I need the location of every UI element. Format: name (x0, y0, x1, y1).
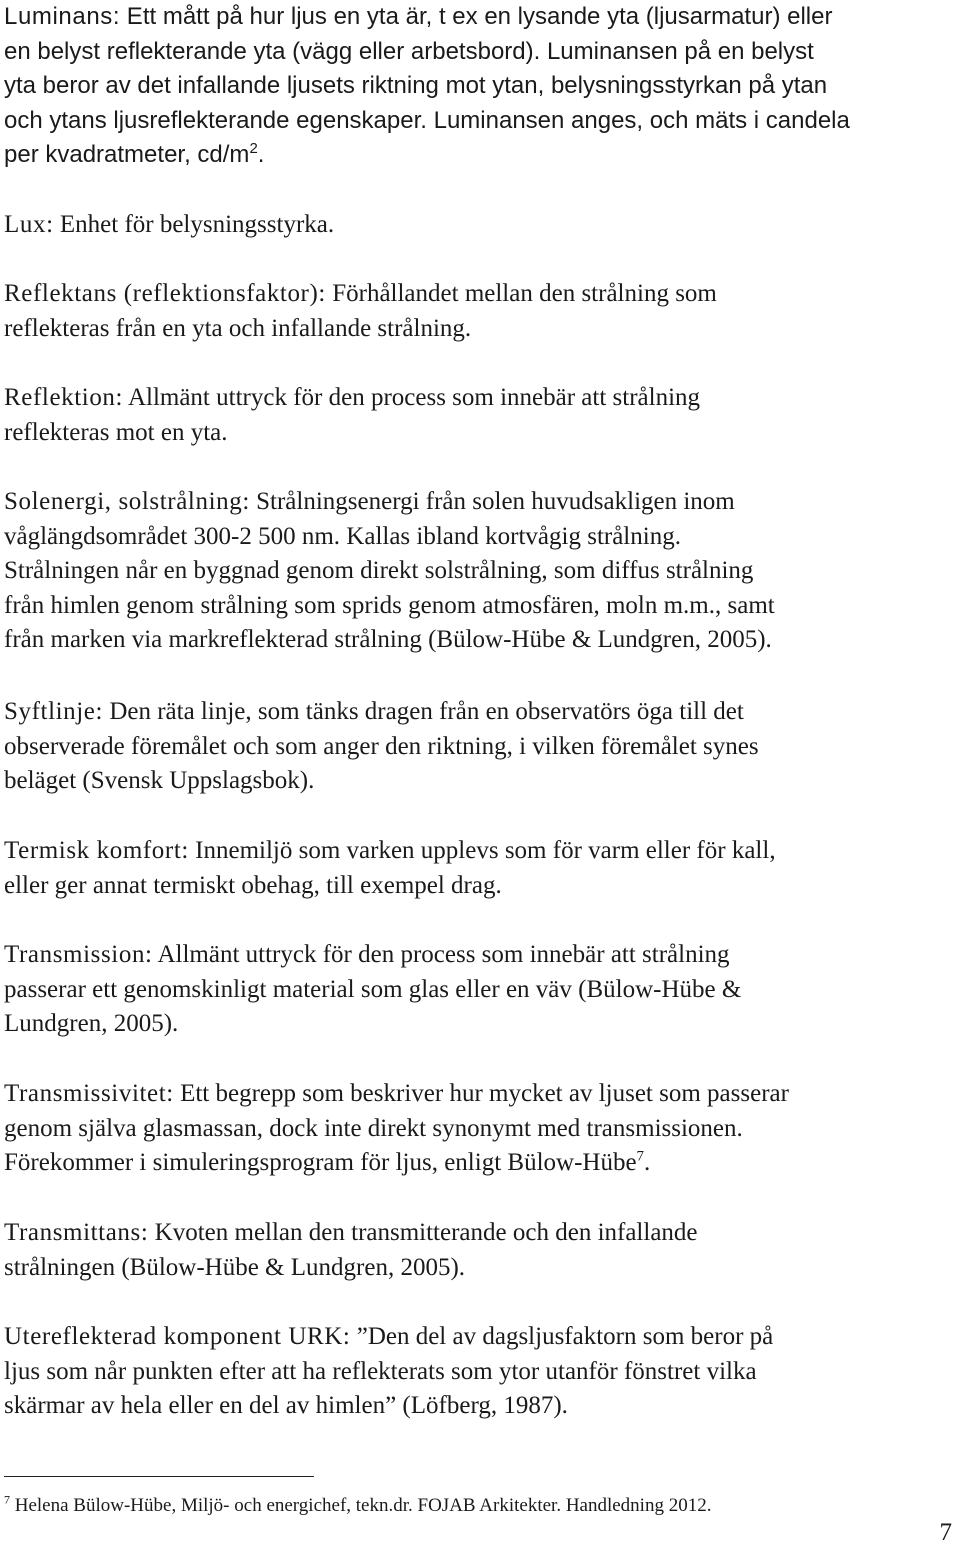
definition-text: från himlen genom strålning som sprids genom atmosfären, moln m.m., samt (4, 591, 775, 619)
entry-solenergi (4, 485, 954, 658)
footnote-reference: 7 (636, 1148, 645, 1165)
definition-text: . (644, 1149, 651, 1176)
definition-text: Kvoten mellan den transmitterande och den infallande (148, 1219, 698, 1246)
footnote-marker: 7 (4, 1492, 10, 1507)
definition-text: Förhållandet mellan den strålning som (325, 280, 717, 307)
term-lux: Lux: (4, 211, 54, 238)
definition-text: genom själva glasmassan, dock inte direkt synonymt med transmissionen. (4, 1114, 743, 1142)
entry-syftlinje (4, 695, 954, 799)
definition-text: från marken via markreflekterad strålning (Bülow-Hübe & Lundgren, 2005). (4, 626, 772, 653)
definition-text: skärmar av hela eller en del av himlen” (Löfberg, 1987). (4, 1392, 568, 1419)
entry-reflektion (4, 381, 954, 450)
footnote-text: Helena Bülow-Hübe, Miljö- och energichef, tekn.dr. FOJAB Arkitekter. Handledning 2012. (10, 1495, 712, 1516)
definition-text: våglängdsområdet 300-2 500 nm. Kallas ibland kortvågig strålning. (4, 522, 681, 550)
term-transmittans: Transmittans: (4, 1219, 149, 1246)
entry-transmittans (4, 1216, 954, 1285)
definition-text: observerade föremålet och som anger den riktning, i vilken föremålet synes (4, 732, 759, 760)
footnote-separator (4, 1476, 314, 1477)
footnote (4, 1494, 944, 1518)
definition-text: och ytans ljusreflekterande egenskaper. Luminansen anges, och mäts i candela (4, 106, 850, 134)
page-number: 7 (939, 1519, 952, 1546)
term-reflektion: Reflektion: (4, 384, 124, 411)
definition-text: reflekteras från en yta och infallande strålning. (4, 314, 472, 342)
definition-text: Lundgren, 2005). (4, 1010, 179, 1037)
definition-text: ”Den del av dagsljusfaktorn som beror på (350, 1323, 774, 1350)
definition-text: passerar ett genomskinligt material som glas eller en väv (Bülow-Hübe & (4, 975, 742, 1003)
definition-text: Den räta linje, som tänks dragen från en observatörs öga till det (103, 698, 744, 725)
term-syftlinje: Syftlinje: (4, 698, 104, 725)
definition-text: beläget (Svensk Uppslagsbok). (4, 767, 315, 794)
definition-text: per kvadratmeter, cd/m (4, 141, 250, 168)
term-transmission: Transmission: (4, 941, 153, 968)
definition-text: Allmänt uttryck för den process som innebär att strålning (123, 384, 701, 411)
entry-reflektans (4, 277, 954, 346)
entry-transmissivitet (4, 1077, 954, 1181)
term-termisk-komfort: Termisk komfort: (4, 837, 189, 864)
definition-text: Strålningen når en byggnad genom direkt solstrålning, som diffus strålning (4, 557, 754, 584)
term-luminans: Luminans: (4, 3, 121, 30)
superscript: 2 (249, 140, 258, 157)
definition-text: yta beror av det infallande ljusets riktning mot ytan, belysningsstyrkan på ytan (4, 72, 828, 99)
entry-luminans (4, 0, 954, 173)
entry-termisk-komfort (4, 834, 954, 903)
definition-text: strålningen (Bülow-Hübe & Lundgren, 2005). (4, 1253, 466, 1281)
term-reflektans: Reflektans (reflektionsfaktor): (4, 280, 326, 307)
definition-text: en belyst reflekterande yta (vägg eller arbetsbord). Luminansen på en belyst (4, 37, 814, 65)
definition-text: reflekteras mot en yta. (4, 418, 228, 446)
definition-text: Allmänt uttryck för den process som innebär att strålning (152, 941, 730, 968)
definition-text: Strålningsenergi från solen huvudsakligen inom (249, 488, 735, 515)
definition-text: Ett mått på hur ljus en yta är, t ex en lysande yta (ljusarmatur) eller (120, 3, 833, 30)
definition-text: Innemiljö som varken upplevs som för varm eller för kall, (188, 837, 776, 864)
entry-transmission (4, 938, 954, 1042)
definition-text: . (257, 141, 265, 168)
definition-text: Förekommer i simuleringsprogram för ljus, enligt Bülow-Hübe (4, 1149, 637, 1176)
definition-text: eller ger annat termiskt obehag, till exempel drag. (4, 871, 502, 899)
entry-utereflekterad-komponent (4, 1320, 954, 1424)
term-solenergi: Solenergi, solstrålning: (4, 488, 250, 515)
definition-text: ljus som når punkten efter att ha reflekterats som ytor utanför fönstret vilka (4, 1357, 757, 1385)
definition-text: Ett begrepp som beskriver hur mycket av ljuset som passerar (173, 1080, 789, 1107)
term-utereflekterad-komponent: Utereflekterad komponent URK: (4, 1323, 351, 1350)
term-transmissivitet: Transmissivitet: (4, 1080, 174, 1107)
definition-text: Enhet för belysningsstyrka. (53, 211, 335, 238)
entry-lux (4, 208, 954, 243)
